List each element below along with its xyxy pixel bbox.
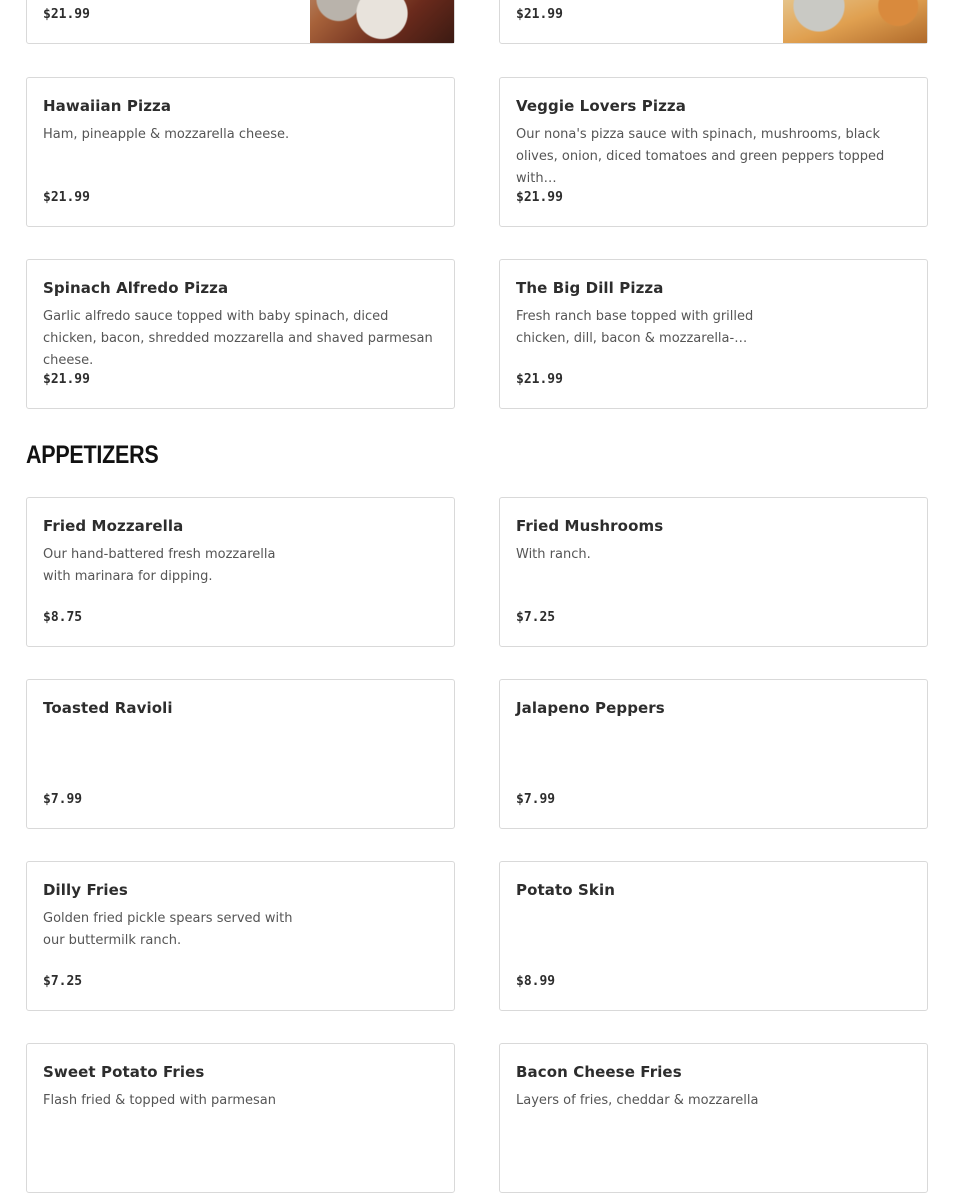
menu-item-price: $21.99	[516, 7, 563, 22]
menu-item-price: $7.99	[43, 792, 83, 807]
menu-item-price: $7.25	[43, 974, 83, 989]
menu-item-card[interactable]	[499, 679, 928, 829]
menu-item-price: $21.99	[516, 190, 563, 205]
menu-item-price: $8.75	[43, 610, 83, 625]
menu-item-name: Potato Skin	[516, 881, 615, 899]
menu-item-name: Dilly Fries	[43, 881, 128, 899]
section-heading-appetizers: APPETIZERS	[26, 441, 159, 469]
menu-item-card[interactable]	[499, 1043, 928, 1193]
menu-item-card[interactable]	[499, 0, 928, 44]
menu-item-description: Our hand-battered fresh mozzarella with marinara for dipping.	[43, 547, 276, 584]
menu-item-name: Spinach Alfredo Pizza	[43, 279, 229, 297]
menu-item-card[interactable]	[26, 0, 455, 44]
menu-item-price: $7.99	[516, 792, 556, 807]
menu-item-name: Bacon Cheese Fries	[516, 1063, 682, 1081]
menu-item-card[interactable]	[26, 259, 455, 409]
menu-item-description: Golden fried pickle spears served with our buttermilk ranch.	[43, 911, 293, 948]
menu-item-card[interactable]	[26, 861, 455, 1011]
menu-item-name: Sweet Potato Fries	[43, 1063, 205, 1081]
menu-item-name: Fried Mushrooms	[516, 517, 664, 535]
menu-item-price: $21.99	[43, 190, 90, 205]
menu-item-name: Jalapeno Peppers	[516, 699, 665, 717]
menu-item-price: $7.25	[516, 610, 556, 625]
menu-item-photo	[783, 0, 927, 43]
menu-item-name: Toasted Ravioli	[43, 699, 173, 717]
menu-item-card[interactable]	[499, 861, 928, 1011]
menu-item-price: $21.99	[43, 372, 90, 387]
menu-item-name: Veggie Lovers Pizza	[516, 97, 686, 115]
menu-item-card[interactable]	[499, 497, 928, 647]
menu-item-photo	[310, 0, 454, 43]
menu-item-card[interactable]	[26, 1043, 455, 1193]
menu-item-description: Ham, pineapple & mozzarella cheese.	[43, 127, 290, 142]
menu-item-description: Layers of fries, cheddar & mozzarella	[516, 1093, 759, 1108]
menu-item-description: Garlic alfredo sauce topped with baby spinach, diced chicken, bacon, shredded mozzarella and shaved parmesan cheese.	[43, 309, 433, 368]
menu-item-description: Our nona's pizza sauce with spinach, mushrooms, black olives, onion, diced tomatoes and green peppers topped with…	[516, 127, 885, 186]
menu-item-description: With ranch.	[516, 547, 591, 562]
menu-item-card[interactable]	[26, 497, 455, 647]
menu-item-card[interactable]	[26, 77, 455, 227]
menu-item-description: Fresh ranch base topped with grilled chicken, dill, bacon & mozzarella-…	[516, 309, 754, 346]
menu-item-name: The Big Dill Pizza	[516, 279, 664, 297]
menu-item-name: Hawaiian Pizza	[43, 97, 172, 115]
menu-item-price: $21.99	[516, 372, 563, 387]
menu-item-description: Flash fried & topped with parmesan	[43, 1093, 277, 1108]
menu-item-card[interactable]	[499, 259, 928, 409]
menu-item-price: $8.99	[516, 974, 556, 989]
menu-item-price: $21.99	[43, 7, 90, 22]
menu-item-name: Fried Mozzarella	[43, 517, 184, 535]
menu-item-card[interactable]	[499, 77, 928, 227]
menu-item-card[interactable]	[26, 679, 455, 829]
